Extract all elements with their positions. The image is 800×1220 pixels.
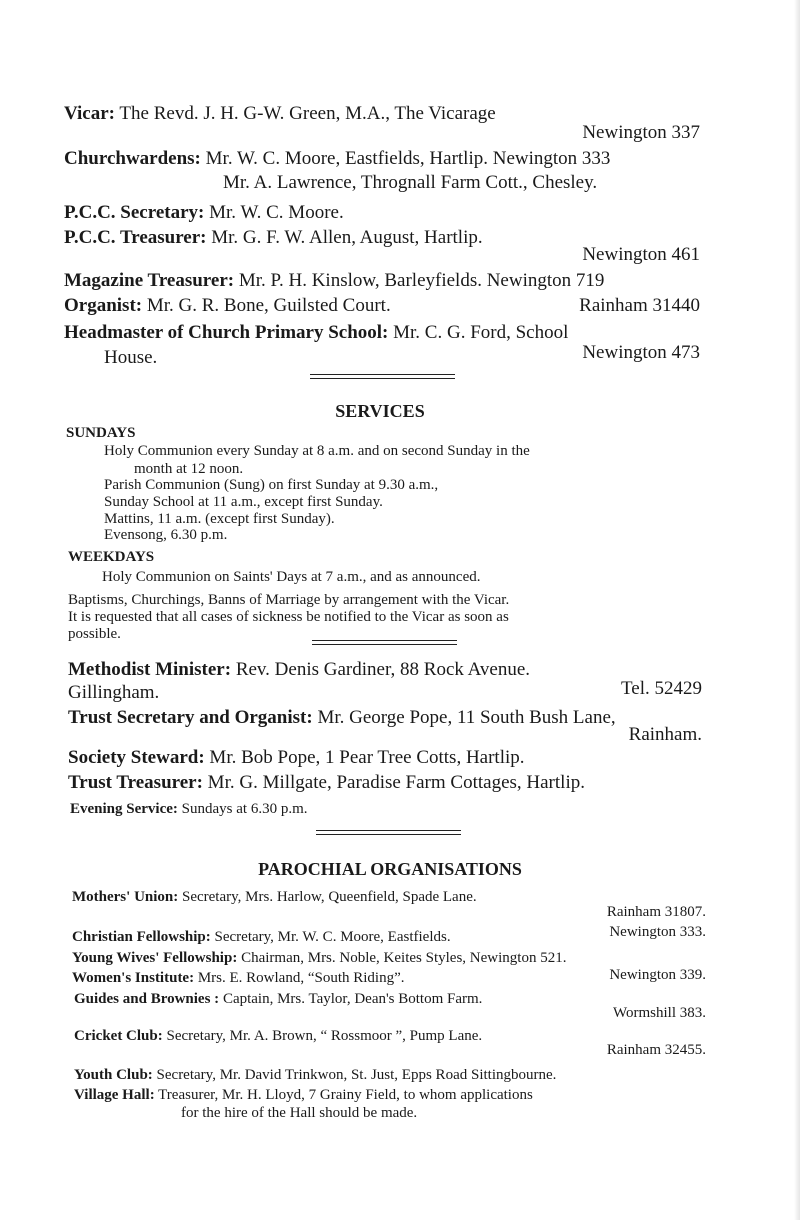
- christian-fellowship-phone: Newington 333.: [609, 924, 706, 940]
- evening-service-text: Sundays at 6.30 p.m.: [181, 801, 308, 817]
- christian-fellowship-label: Christian Fellowship:: [72, 929, 211, 945]
- sunday-line: Sunday School at 11 a.m., except first Sunday.: [104, 494, 383, 510]
- village-hall-entry: [74, 1087, 533, 1104]
- divider-line: [316, 834, 461, 835]
- magazine-treasurer-label: Magazine Treasurer:: [64, 270, 235, 291]
- guides-brownies-text: Captain, Mrs. Taylor, Dean's Bottom Farm.: [222, 991, 483, 1007]
- pcc-treasurer-label: P.C.C. Treasurer:: [64, 227, 207, 248]
- sunday-line: Mattins, 11 a.m. (except first Sunday).: [104, 511, 335, 527]
- organist-label: Organist:: [64, 295, 143, 316]
- sundays-heading: SUNDAYS: [66, 425, 136, 441]
- pcc-secretary-label: P.C.C. Secretary:: [64, 202, 205, 223]
- womens-institute-label: Women's Institute:: [72, 970, 195, 986]
- vicar-label: Vicar:: [64, 103, 115, 124]
- divider-line: [310, 374, 455, 375]
- trust-treasurer-entry: [68, 772, 585, 794]
- mothers-union-phone: Rainham 31807.: [606, 904, 706, 920]
- cricket-club-entry: [74, 1028, 482, 1045]
- divider-line: [316, 830, 461, 831]
- young-wives-entry: [72, 950, 566, 967]
- village-hall-text: Treasurer, Mr. H. Lloyd, 7 Grainy Field, to whom applications: [158, 1087, 533, 1103]
- sunday-line: Holy Communion every Sunday at 8 a.m. and on second Sunday in the: [104, 443, 530, 459]
- vicar-text: The Revd. J. H. G-W. Green, M.A., The Vicarage: [119, 103, 496, 124]
- headmaster-text-2: House.: [104, 347, 158, 368]
- trust-secretary-phone: Rainham.: [628, 724, 702, 745]
- young-wives-label: Young Wives' Fellowship:: [72, 950, 238, 966]
- trust-treasurer-text: Mr. G. Millgate, Paradise Farm Cottages, Hartlip.: [207, 772, 585, 793]
- churchwardens-label: Churchwardens:: [64, 148, 201, 169]
- village-hall-text-2: for the hire of the Hall should be made.: [181, 1105, 418, 1121]
- cricket-club-phone: Rainham 32455.: [606, 1042, 706, 1058]
- evening-service-entry: [70, 801, 308, 818]
- magazine-treasurer-text: Mr. P. H. Kinslow, Barleyfields. Newington 719: [238, 270, 605, 291]
- cricket-club-label: Cricket Club:: [74, 1028, 163, 1044]
- pcc-treasurer-text: Mr. G. F. W. Allen, August, Hartlip.: [211, 227, 483, 248]
- youth-club-label: Youth Club:: [74, 1067, 153, 1083]
- womens-institute-entry: [72, 970, 405, 987]
- organist-phone: Rainham 31440: [579, 295, 700, 316]
- guides-brownies-label: Guides and Brownies :: [74, 991, 220, 1007]
- headmaster-label: Headmaster of Church Primary School:: [64, 322, 389, 343]
- churchwardens-text-2: Mr. A. Lawrence, Thrognall Farm Cott., Chesley.: [223, 172, 598, 193]
- trust-secretary-text: Mr. George Pope, 11 South Bush Lane,: [317, 707, 616, 728]
- methodist-minister-phone: Tel. 52429: [621, 678, 702, 699]
- evening-service-label: Evening Service:: [70, 801, 178, 817]
- young-wives-text: Chairman, Mrs. Noble, Keites Styles, Newington 521.: [241, 950, 567, 966]
- mothers-union-text: Secretary, Mrs. Harlow, Queenfield, Spade Lane.: [182, 889, 477, 905]
- divider-line: [310, 378, 455, 379]
- society-steward-entry: [68, 747, 525, 769]
- sunday-line: month at 12 noon.: [134, 461, 244, 477]
- headmaster-entry: [64, 322, 568, 344]
- services-note: Baptisms, Churchings, Banns of Marriage by arrangement with the Vicar.: [68, 592, 510, 608]
- pcc-treasurer-entry: [64, 227, 483, 249]
- services-heading: SERVICES: [335, 401, 425, 421]
- page-edge-shadow: [794, 0, 800, 1220]
- headmaster-text: Mr. C. G. Ford, School: [393, 322, 569, 343]
- services-note: possible.: [68, 626, 121, 642]
- methodist-minister-entry: [68, 659, 530, 681]
- trust-treasurer-label: Trust Treasurer:: [68, 772, 203, 793]
- mothers-union-label: Mothers' Union:: [72, 889, 179, 905]
- headmaster-phone: Newington 473: [582, 342, 700, 363]
- society-steward-label: Society Steward:: [68, 747, 205, 768]
- sunday-line: Evensong, 6.30 p.m.: [104, 527, 228, 543]
- organisations-heading: PAROCHIAL ORGANISATIONS: [258, 859, 522, 879]
- pcc-secretary-text: Mr. W. C. Moore.: [209, 202, 344, 223]
- pcc-treasurer-phone: Newington 461: [582, 244, 700, 265]
- methodist-minister-text-2: Gillingham.: [68, 682, 160, 703]
- village-hall-label: Village Hall:: [74, 1087, 155, 1103]
- youth-club-text: Secretary, Mr. David Trinkwon, St. Just, Epps Road Sittingbourne.: [156, 1067, 557, 1083]
- womens-institute-text: Mrs. E. Rowland, “South Riding”.: [197, 970, 405, 986]
- methodist-minister-text: Rev. Denis Gardiner, 88 Rock Avenue.: [235, 659, 531, 680]
- pcc-secretary-entry: [64, 202, 344, 224]
- methodist-minister-label: Methodist Minister:: [68, 659, 232, 680]
- organist-entry: [64, 295, 391, 317]
- sunday-line: Parish Communion (Sung) on first Sunday at 9.30 a.m.,: [104, 477, 439, 493]
- churchwardens-entry: [64, 148, 610, 170]
- womens-institute-phone: Newington 339.: [609, 967, 706, 983]
- christian-fellowship-entry: [72, 929, 451, 946]
- services-note: It is requested that all cases of sickness be notified to the Vicar as soon as: [68, 609, 509, 625]
- vicar-phone: Newington 337: [582, 122, 700, 143]
- churchwardens-text: Mr. W. C. Moore, Eastfields, Hartlip. Newington 333: [205, 148, 611, 169]
- vicar-entry: [64, 103, 496, 125]
- magazine-treasurer-entry: [64, 270, 604, 292]
- weekdays-heading: WEEKDAYS: [68, 549, 155, 565]
- divider-line: [312, 644, 457, 645]
- organist-text: Mr. G. R. Bone, Guilsted Court.: [146, 295, 391, 316]
- mothers-union-entry: [72, 889, 477, 906]
- christian-fellowship-text: Secretary, Mr. W. C. Moore, Eastfields.: [214, 929, 451, 945]
- society-steward-text: Mr. Bob Pope, 1 Pear Tree Cotts, Hartlip.: [209, 747, 525, 768]
- divider-line: [312, 640, 457, 641]
- trust-secretary-label: Trust Secretary and Organist:: [68, 707, 313, 728]
- weekday-line: Holy Communion on Saints' Days at 7 a.m., and as announced.: [102, 569, 481, 585]
- guides-brownies-entry: [74, 991, 482, 1008]
- cricket-club-text: Secretary, Mr. A. Brown, “ Rossmoor ”, Pump Lane.: [166, 1028, 483, 1044]
- guides-brownies-phone: Wormshill 383.: [613, 1005, 706, 1021]
- youth-club-entry: [74, 1067, 556, 1084]
